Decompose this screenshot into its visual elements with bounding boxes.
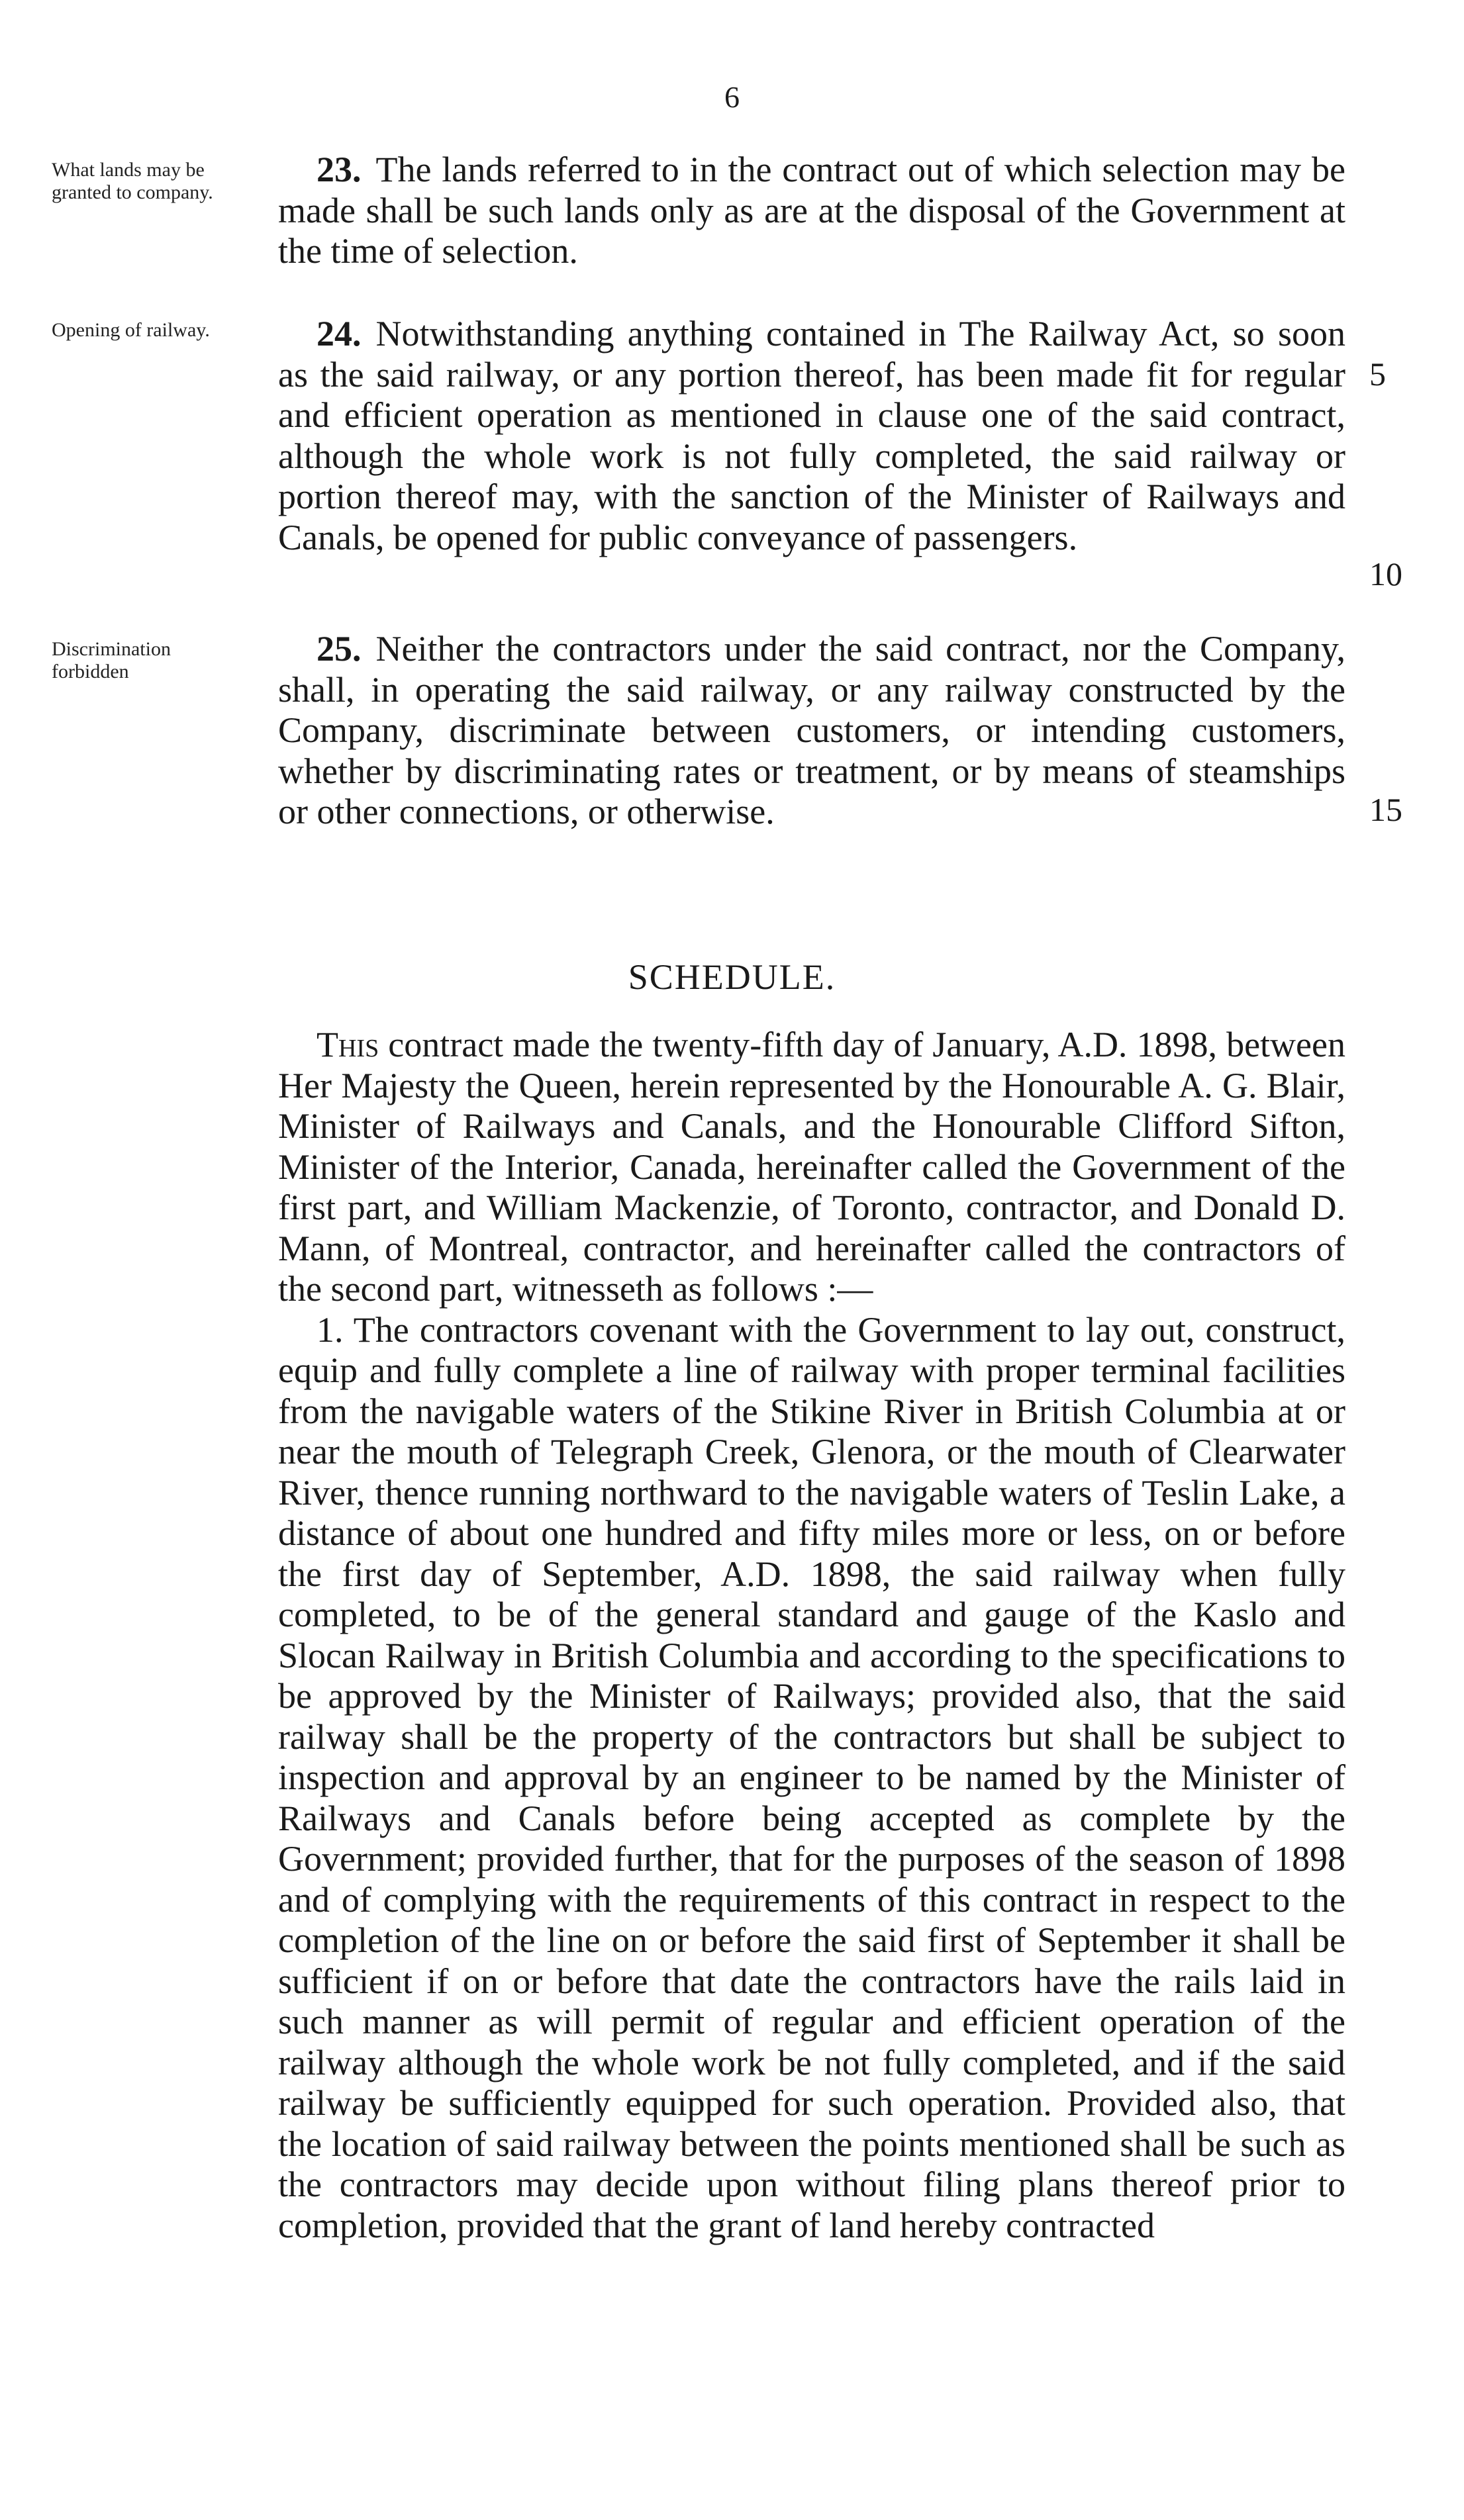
section-24 xyxy=(278,314,1345,558)
schedule-intro xyxy=(278,1025,1345,1310)
margin-note-23: What lands may be granted to company. xyxy=(52,159,213,203)
section-25 xyxy=(278,629,1345,833)
intro-first-word: This xyxy=(317,1025,379,1064)
section-23 xyxy=(278,150,1345,272)
line-number-15: 15 xyxy=(1369,791,1402,828)
schedule-body xyxy=(278,1025,1345,2246)
line-number-10: 10 xyxy=(1369,555,1402,592)
margin-note-25: Discrimination forbidden xyxy=(52,638,171,682)
section-number: 25. xyxy=(317,629,362,669)
schedule-heading: SCHEDULE. xyxy=(628,957,836,997)
clause-1: 1. The contractors covenant with the Government to lay out, construct, equip and fully complete a line of railway with proper terminal facilities from the navigable waters of the Stikine River in British Columbia at or near the mouth of Telegraph Creek, Glenora, or the mouth of Clearwater River, thence running northward to the navigable waters of Teslin Lake, a distance of about one hundred and fifty miles more or less, on or before the first day of September, A.D. 1898, the said railway when fully completed, to be of the general standard and gauge of the Kaslo and Slocan Railway in British Columbia and according to the specifications to be approved by the Minister of Railways; provided also, that the said railway shall be the property of the contractors but shall be subject to inspection and approval by an engineer to be named by the Minister of Railways and Canals before being accepted as complete by the Government; provided further, that for the purposes of the season of 1898 and of complying with the requirements of this contract in respect to the completion of the line on or before the said first of September it shall be sufficient if on or before that date the contractors have the rails laid in such manner as will permit of regular and efficient operation of the railway although the whole work be not fully completed, and if the said railway be sufficiently equipped for such operation. Provided also, that the location of said railway between the points mentioned shall be such as the contractors may decide upon without filing plans thereof prior to completion, provided that the grant of land hereby contracted xyxy=(278,1309,1345,2245)
intro-text: contract made the twenty-fifth day of January, A.D. 1898, between Her Majesty the Queen, herein represented by the Honourable A. G. Blair, Minister of Railways and Canals, and the Honourable Clifford Sifton, Minister of the Interior, Canada, hereinafter called the Government of the first part, and William Mackenzie, of Toronto, contractor, and Donald D. Mann, of Montreal, contractor, and hereinafter called the contractors of the second part, witnesseth as follows :— xyxy=(278,1025,1345,1309)
section-number: 24. xyxy=(317,314,362,353)
section-text: The lands referred to in the contract out of which selection may be made shall be such lands only as are at the disposal of the Government at the time of selection. xyxy=(278,150,1345,271)
margin-note-24: Opening of railway. xyxy=(52,319,210,341)
line-number-5: 5 xyxy=(1369,355,1386,393)
page-number: 6 xyxy=(724,80,740,114)
section-text: Notwithstanding anything contained in The Railway Act, so soon as the said railway, or any portion thereof, has been made fit for regular and efficient operation as mentioned in clause one of the said contract, although the whole work is not fully completed, the said railway or portion thereof may, with the sanction of the Minister of Railways and Canals, be opened for public conveyance of passengers. xyxy=(278,314,1345,557)
section-number: 23. xyxy=(317,150,362,189)
section-text: Neither the contractors under the said contract, nor the Company, shall, in operating the said railway, or any railway constructed by the Company, discriminate between customers, or intending customers, whether by discriminating rates or treatment, or by means of steamships or other connections, or otherwise. xyxy=(278,629,1345,831)
